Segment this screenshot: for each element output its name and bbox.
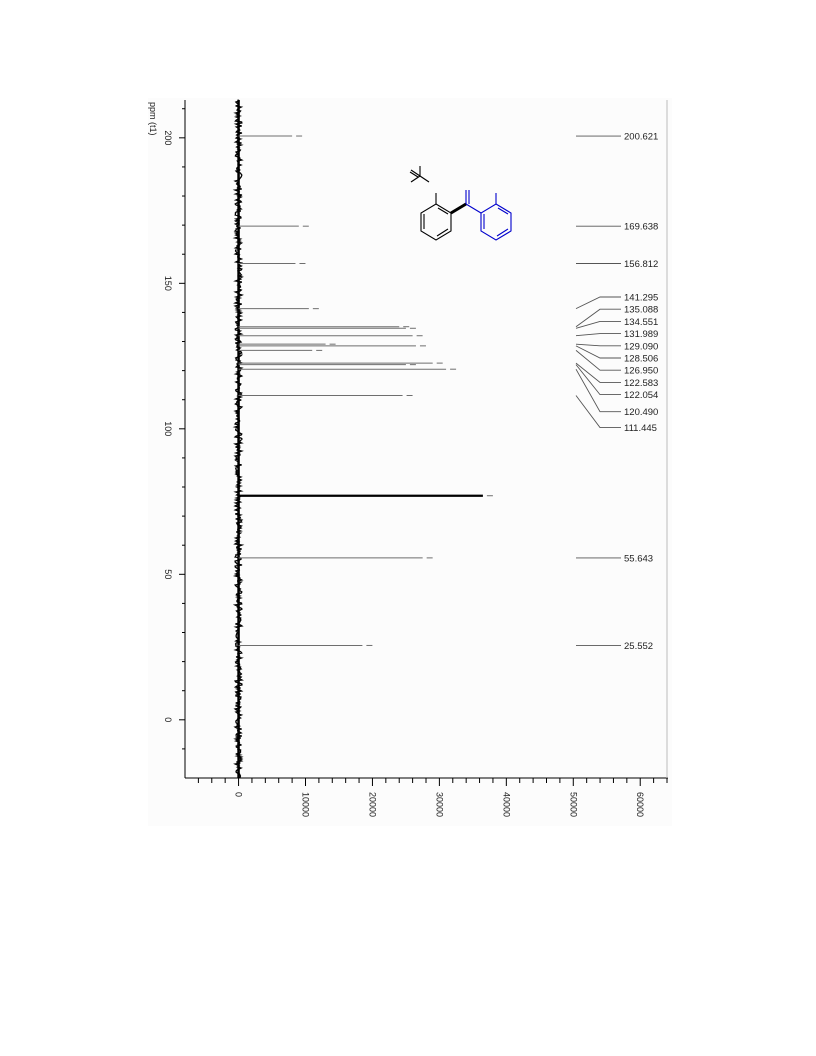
peak-label: 134.551 bbox=[624, 316, 659, 328]
peak-label: 129.090 bbox=[624, 341, 659, 353]
peak-label: 135.088 bbox=[624, 304, 659, 316]
peak-label: 126.950 bbox=[624, 365, 659, 377]
peak-label: 200.621 bbox=[624, 131, 659, 143]
peak-label: 55.643 bbox=[624, 553, 654, 565]
peak-label-leader bbox=[576, 344, 621, 346]
peak-label: 120.490 bbox=[624, 407, 659, 419]
baseline-noise bbox=[235, 100, 242, 778]
x-tick-label: 60000 bbox=[635, 792, 646, 818]
x-tick-label: 0 bbox=[233, 792, 244, 798]
y-axis-label: ppm (t1) bbox=[148, 102, 158, 136]
nmr-spectrum-chart bbox=[148, 98, 672, 826]
peak-label-leader bbox=[576, 309, 621, 327]
peak-label: 131.989 bbox=[624, 329, 659, 341]
peak-label: 25.552 bbox=[624, 640, 654, 652]
y-tick-label: 150 bbox=[163, 275, 173, 291]
peak-label-leader bbox=[576, 334, 621, 336]
peak-label-group bbox=[576, 132, 658, 652]
peak-label-leader bbox=[576, 297, 621, 309]
x-axis-ticks bbox=[198, 778, 667, 817]
peak-label: 128.506 bbox=[624, 353, 659, 365]
peak-label-leader bbox=[576, 321, 621, 328]
molecule-left-ring bbox=[410, 166, 466, 240]
y-tick-label: 0 bbox=[163, 717, 173, 723]
y-tick-label: 100 bbox=[163, 421, 173, 437]
spectrum-panel bbox=[148, 98, 672, 826]
molecule-structure bbox=[410, 166, 511, 240]
x-tick-label: 40000 bbox=[501, 792, 512, 818]
molecule-right-ring bbox=[466, 190, 511, 240]
x-tick-label: 10000 bbox=[300, 792, 311, 818]
peak-label: 111.445 bbox=[624, 423, 657, 435]
peak-label: 122.054 bbox=[624, 390, 659, 402]
y-tick-label: 200 bbox=[163, 130, 173, 146]
y-tick-label: 50 bbox=[163, 569, 173, 580]
peak-label: 156.812 bbox=[624, 258, 659, 270]
peak-label-leader bbox=[576, 369, 621, 411]
peak-label: 141.295 bbox=[624, 292, 659, 304]
y-axis-ticks bbox=[163, 109, 185, 749]
x-tick-label: 30000 bbox=[434, 792, 445, 818]
peak-label-leader bbox=[576, 350, 621, 370]
peak-label: 169.638 bbox=[624, 221, 659, 233]
peak-label: 122.583 bbox=[624, 377, 659, 389]
x-tick-label: 50000 bbox=[568, 792, 579, 818]
x-tick-label: 20000 bbox=[367, 792, 378, 818]
